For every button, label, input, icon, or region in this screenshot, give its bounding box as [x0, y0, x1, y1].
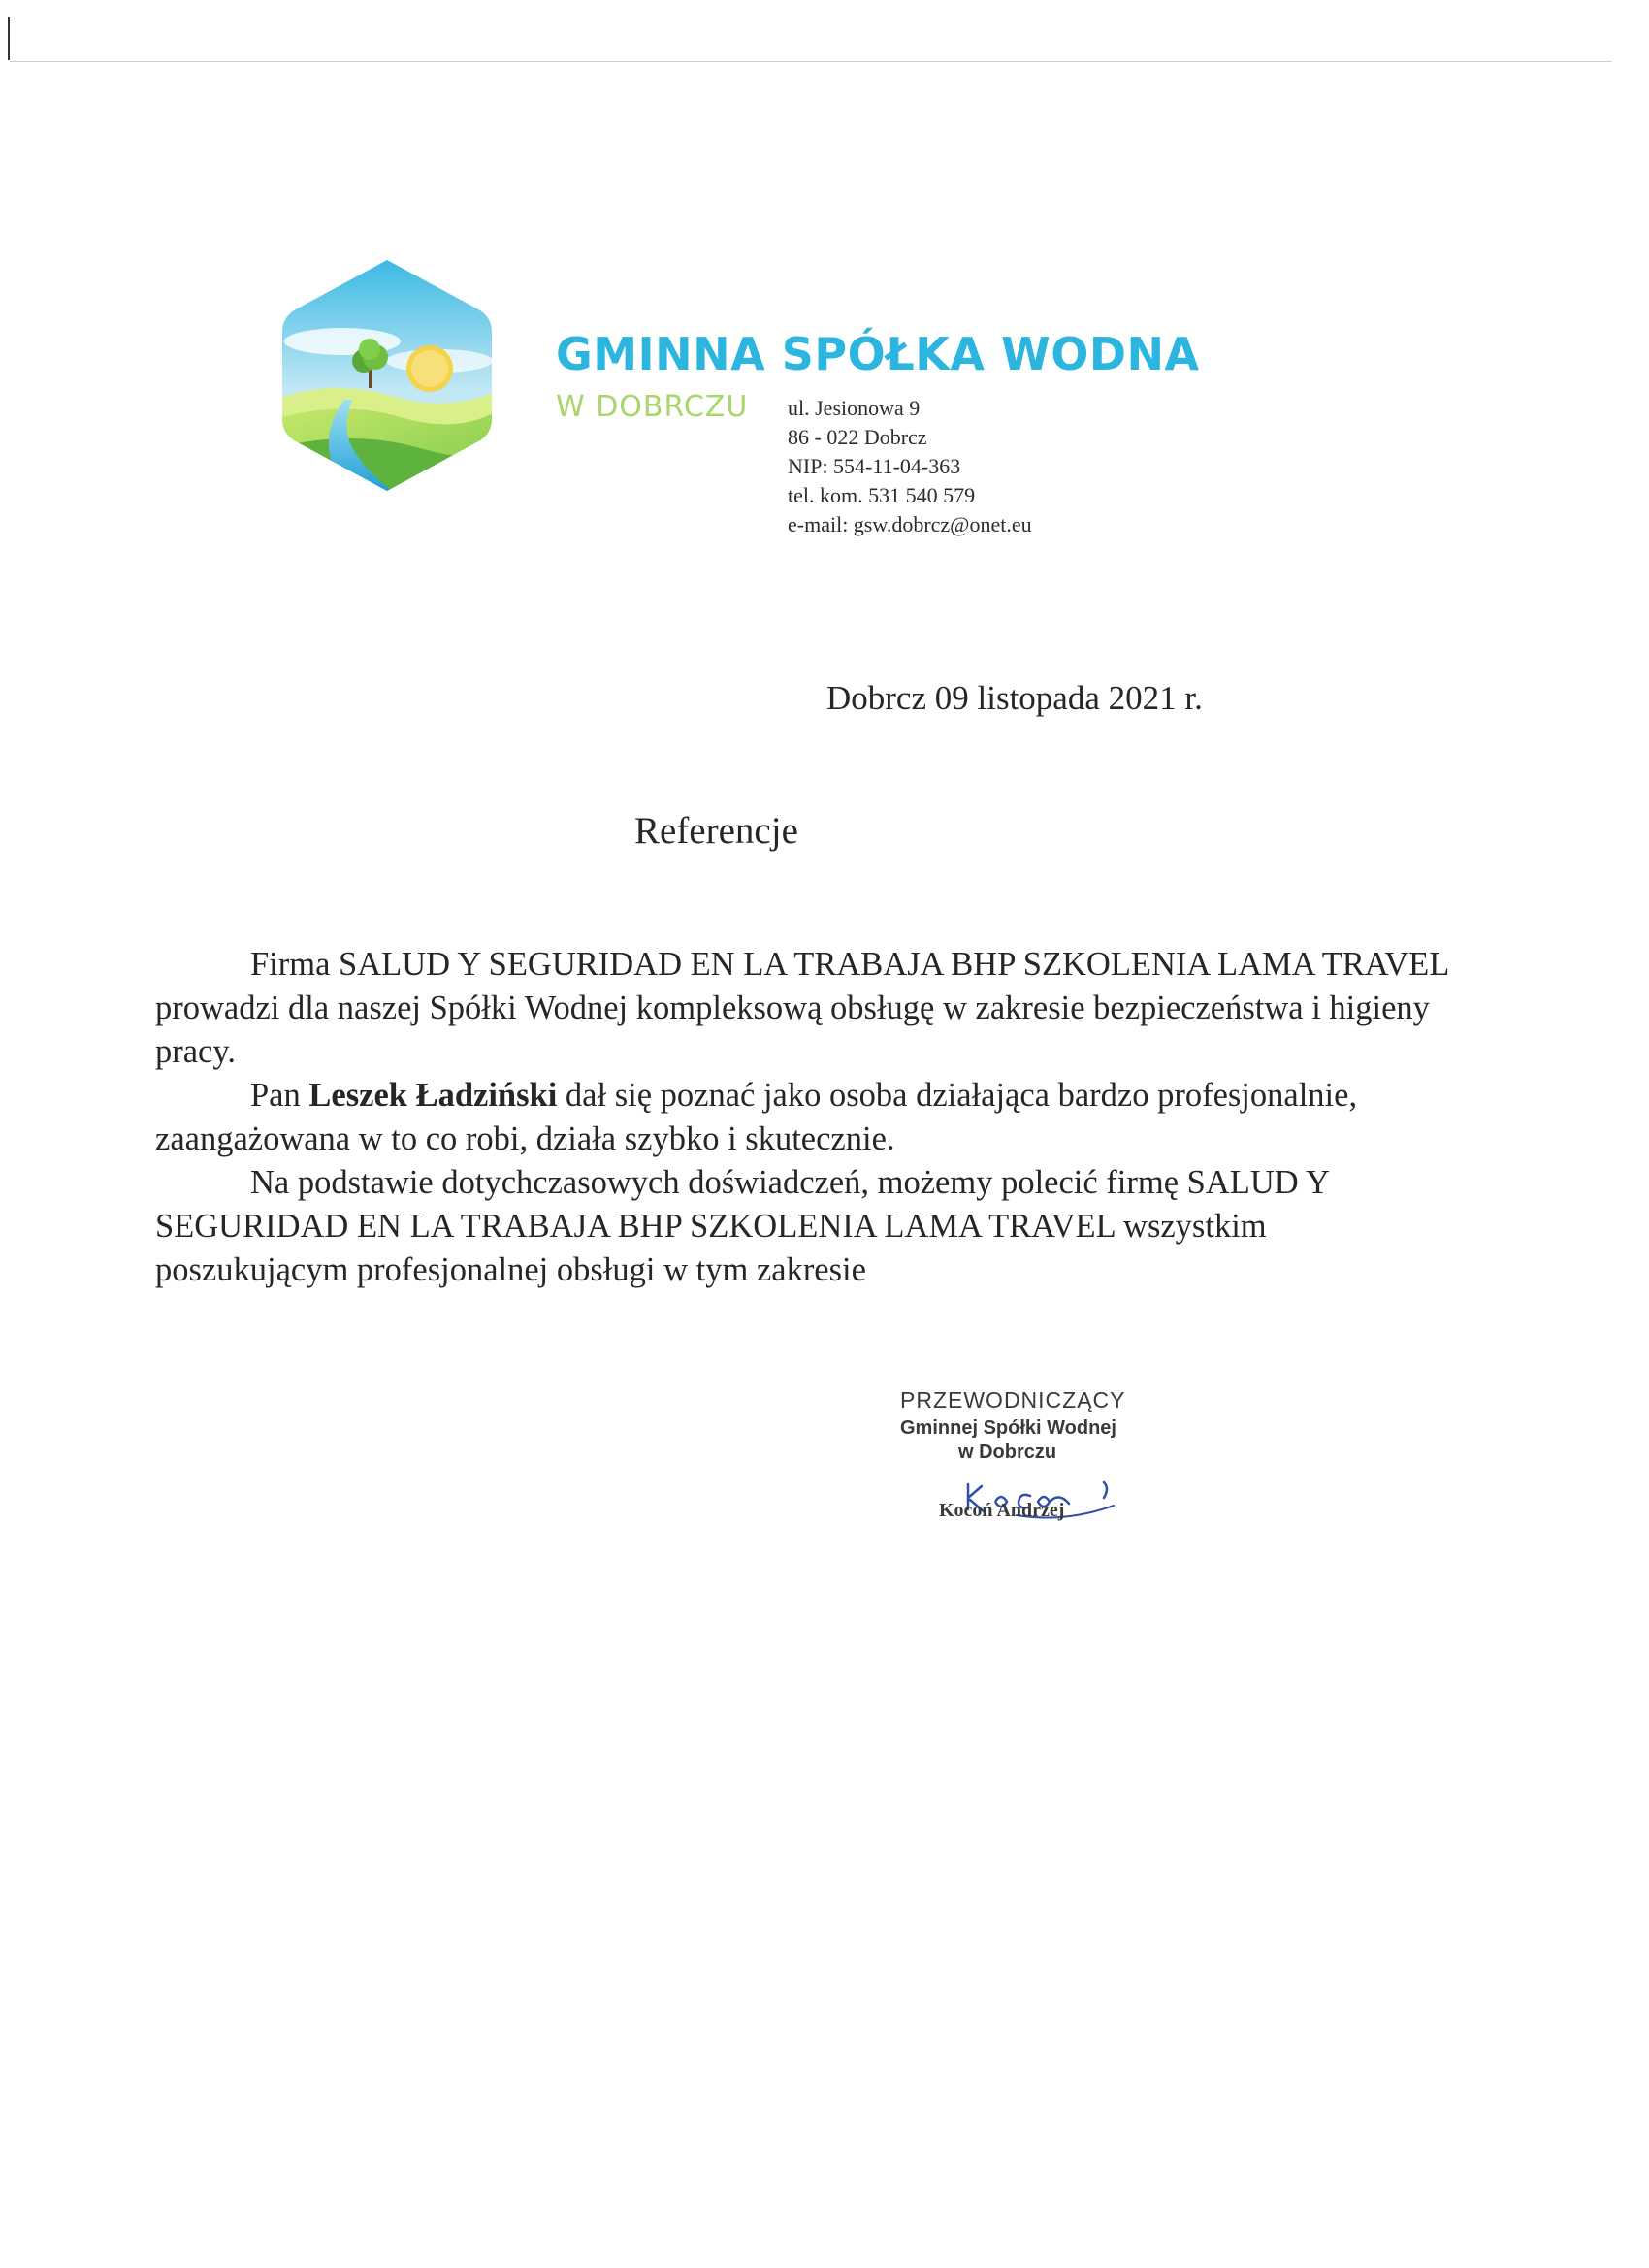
address-nip: NIP: 554-11-04-363 [788, 454, 961, 478]
organization-location: W DOBRCZU [556, 390, 749, 424]
letter-title: Referencje [634, 810, 798, 852]
address-postcode: 86 - 022 Dobrcz [788, 425, 927, 449]
body-paragraph-1: Firma SALUD Y SEGURIDAD EN LA TRABAJA BHP SZKOLENIA LAMA TRAVEL prowadzi dla naszej Spółki Wodnej kompleksową obsługę w zakresie bezpieczeństwa i higieny pracy. [155, 946, 1449, 1070]
body-paragraph-3: Na podstawie dotychczasowych doświadczeń, możemy polecić firmę SALUD Y SEGURIDAD EN LA TRABAJA BHP SZKOLENIA LAMA TRAVEL wszystkim poszukującym profesjonalnej obsługi w tym zakresie [155, 1164, 1329, 1288]
official-stamp [890, 1387, 1152, 1521]
paragraph-2-intro: Pan [250, 1077, 309, 1114]
address-phone: tel. kom. 531 540 579 [788, 483, 976, 507]
organization-name: GMINNA SPÓŁKA WODNA [556, 328, 1200, 380]
organization-logo-icon [275, 254, 500, 497]
scan-edge-top [10, 61, 1612, 62]
stamp-town: w Dobrczu [958, 1442, 1057, 1463]
stamp-role: PRZEWODNICZĄCY [900, 1387, 1126, 1412]
letter-body [155, 943, 1455, 1292]
letter-date: Dobrcz 09 listopada 2021 r. [826, 679, 1203, 717]
body-paragraph-2 [155, 1074, 1455, 1161]
address-email: e-mail: gsw.dobrcz@onet.eu [788, 512, 1032, 536]
person-name: Leszek Ładziński [308, 1077, 558, 1114]
stamp-signatory: Kocoń Andrzej [939, 1500, 1065, 1521]
scan-edge-left [8, 17, 10, 60]
paragraph-2-rest: dał się poznać jako osoba działająca bardzo profesjonalnie, zaangażowana w to co robi, działa szybko i skutecznie. [155, 1077, 1358, 1157]
address-street: ul. Jesionowa 9 [788, 396, 921, 420]
stamp-organization: Gminnej Spółki Wodnej [900, 1417, 1116, 1439]
organization-address [788, 394, 1032, 539]
